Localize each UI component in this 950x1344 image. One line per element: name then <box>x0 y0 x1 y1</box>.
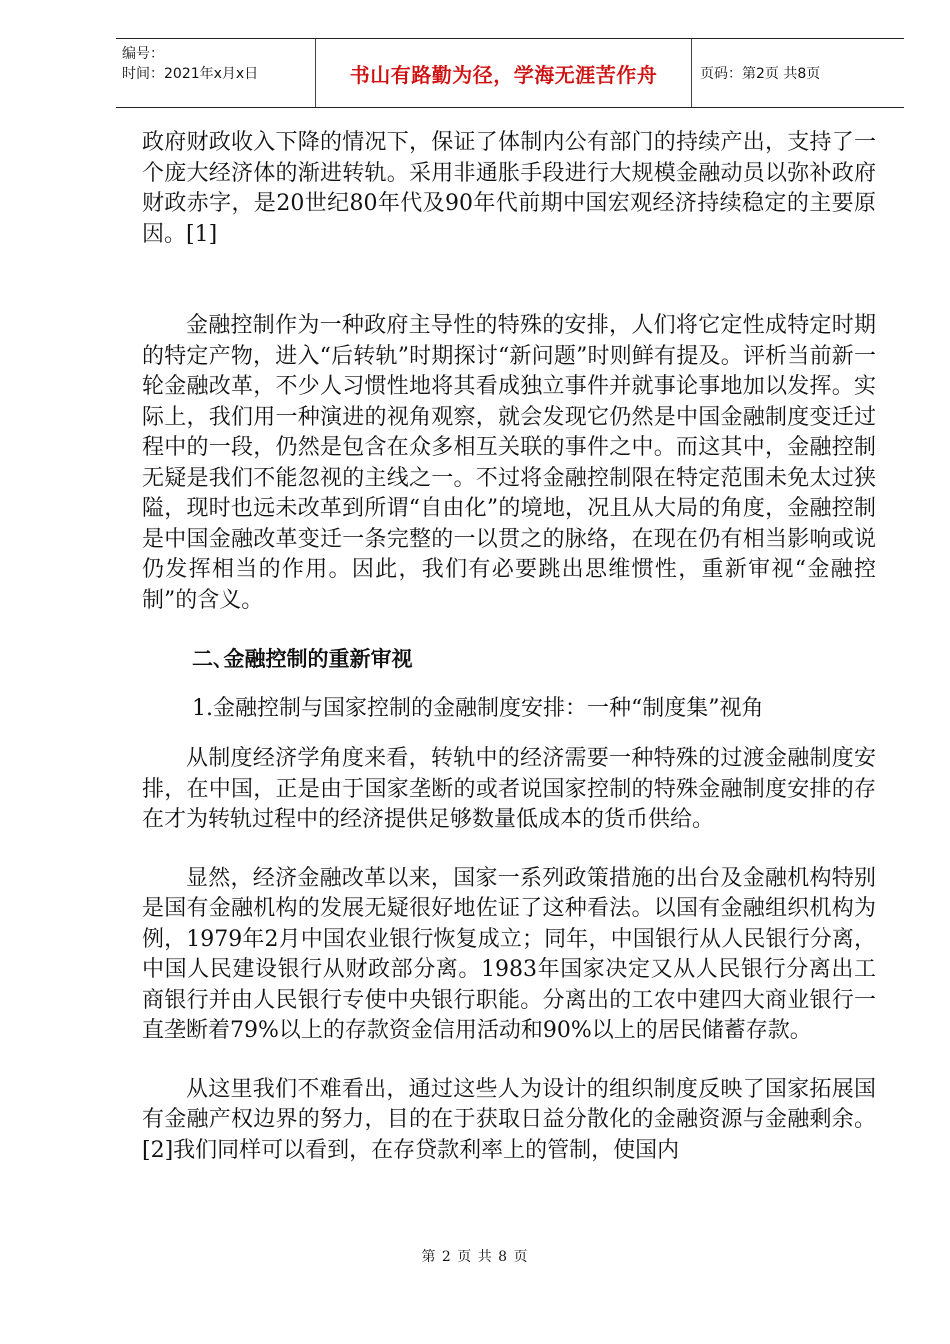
paragraph-5: 从这里我们不难看出，通过这些人为设计的组织制度反映了国家拓展国有金融产权边界的努力，目的在于获取日益分散化的金融资源与金融剩余。[2]我们同样可以看到，在存贷款利率上的管制，使国内 <box>142 1076 876 1163</box>
page-footer <box>0 1246 950 1266</box>
paragraph-2: 金融控制作为一种政府主导性的特殊的安排，人们将它定性成特定时期的特定产物，进入“后转轨”时期探讨“新问题”时则鲜有提及。评析当前新一轮金融改革，不少人习惯性地将其看成独立事件并就事论事地加以发挥。实际上，我们用一种演进的视角观察，就会发现它仍然是中国金融制度变迁过程中的一段，仍然是包含在众多相互关联的事件之中。而这其中，金融控制无疑是我们不能忽视的主线之一。不过将金融控制限在特定范围未免太过狭隘，现时也远未改革到所谓“自由化”的境地，况且从大局的角度，金融控制是中国金融改革变迁一条完整的一以贯之的脉络，在现在仍有相当影响或说仍发挥相当的作用。因此，我们有必要跳出思维惯性，重新审视“金融控制”的含义。 <box>142 313 876 613</box>
document-header <box>116 38 904 108</box>
spacer <box>142 1047 876 1075</box>
paragraph-3: 从制度经济学角度来看，转轨中的经济需要一种特殊的过渡金融制度安排，在中国，正是由于国家垄断的或者说国家控制的特殊金融制度安排的存在才为转轨过程中的经济提供足够数量低成本的货币供给。 <box>142 746 876 832</box>
spacer <box>142 836 876 864</box>
spacer <box>142 724 876 744</box>
spacer <box>142 250 876 311</box>
section-heading: 二､金融控制的重新审视 <box>192 647 413 671</box>
header-motto <box>316 39 692 107</box>
footer-page-number: 第 2 页 共 8 页 <box>421 1249 529 1265</box>
header-meta <box>116 39 316 107</box>
header-time-label: 时间：2021年x月x日 <box>122 66 259 82</box>
header-motto-text: 书山有路勤为径，学海无涯苦作舟 <box>349 62 658 87</box>
spacer <box>142 674 876 694</box>
paragraph-1: 政府财政收入下降的情况下，保证了体制内公有部门的持续产出，支持了一个庞大经济体的渐进转轨。采用非通胀手段进行大规模金融动员以弥补政府财政赤字，是20世纪80年代及90年代前期中国宏观经济持续稳定的主要原因。[1] <box>142 130 876 247</box>
document-body <box>142 128 876 1166</box>
header-page-label: 页码：第2页 共8页 <box>700 66 821 82</box>
header-number-label: 编号： <box>122 46 164 62</box>
header-page-info <box>692 39 904 107</box>
paragraph-4: 显然，经济金融改革以来，国家一系列政策措施的出台及金融机构特别是国有金融机构的发展无疑很好地佐证了这种看法。以国有金融组织机构为例，1979年2月中国农业银行恢复成立；同年，中国银行从人民银行分离，中国人民建设银行从财政部分离。1983年国家决定又从人民银行分离出工商银行并由人民银行专使中央银行职能。分离出的工农中建四大商业银行一直垄断着79%以上的存款资金信用活动和90%以上的居民储蓄存款。 <box>142 865 876 1043</box>
spacer <box>142 616 876 644</box>
section-subheading: 1.金融控制与国家控制的金融制度安排：一种“制度集”视角 <box>192 696 764 721</box>
